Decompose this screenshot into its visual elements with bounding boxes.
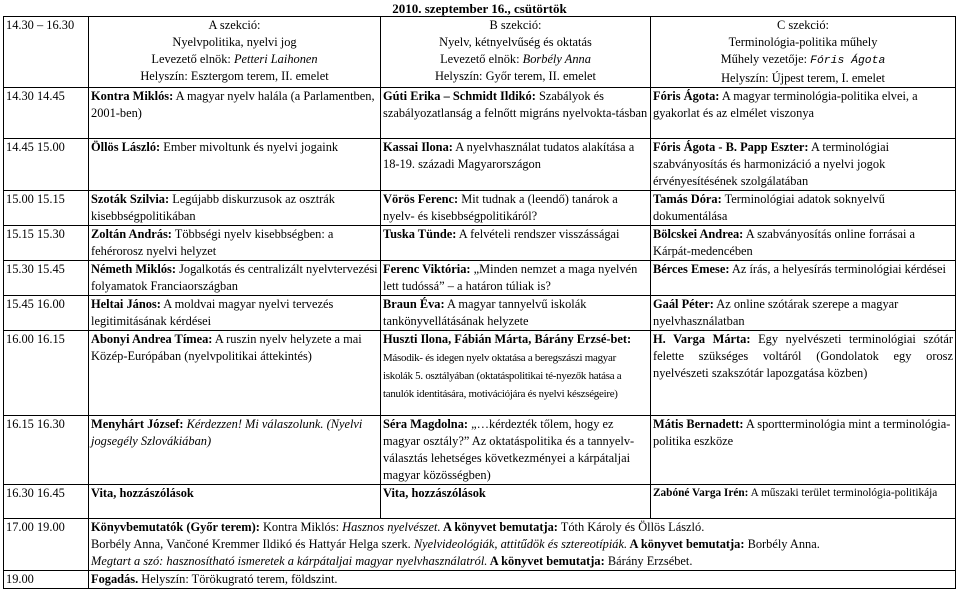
talk-title: A magyar nyelv halála (a Parlamentben, 2001-ben): [91, 89, 375, 120]
speaker-name: Mátis Bernadett:: [653, 417, 744, 431]
talk-title: „…kérdezték tőlem, hogy ez magyar osztály?” Az oktatáspolitika és a tannyelv-választás lehetséges következményei a kárpátaljai magyar közösségben): [383, 417, 635, 482]
talk-title: A magyar terminológia-politika elvei, a gyakorlat és az elmélet viszonya: [653, 89, 918, 120]
talk-b: [381, 296, 651, 331]
talk-time: 15.00 15.15: [4, 191, 89, 226]
discussion-label: Vita, hozzászólások: [91, 486, 194, 500]
talk-title: Terminológiai adatok soknyelvű dokumentálása: [653, 192, 885, 223]
talk-c: [651, 139, 956, 191]
book-author: Borbély Anna, Vančoné Kremmer Ildikó és Hattyár Helga szerk.: [91, 537, 414, 551]
talk-row: [4, 416, 956, 485]
book-title: Nyelvideológiák, attitűdök és sztereotípiák.: [413, 537, 628, 551]
talk-title: A műszaki terület terminológia-politikája: [748, 487, 938, 499]
talk-row: [4, 191, 956, 226]
header-time: 14.30 – 16.30: [4, 17, 89, 88]
speaker-name: Zabóné Varga Irén:: [653, 487, 749, 499]
talk-b: [381, 88, 651, 139]
reception-time: 19.00: [4, 571, 89, 589]
talk-row: [4, 261, 956, 296]
speaker-name: Fóris Ágota - B. Papp Eszter:: [653, 140, 809, 154]
speaker-name: Séra Magdolna:: [383, 417, 469, 431]
reception-row: [4, 571, 956, 589]
talk-title: Legújabb diskurzusok az osztrák kisebbségpolitikában: [91, 192, 335, 223]
speaker-name: Tamás Dóra:: [653, 192, 722, 206]
talk-a: [89, 226, 381, 261]
speaker-name: Ferenc Viktória:: [383, 262, 471, 276]
speaker-name: Abonyi Andrea Tímea:: [91, 332, 213, 346]
reception-details: [89, 571, 956, 589]
speaker-name: Bölcskei Andrea:: [653, 227, 744, 241]
presenter-label: A könyvet bemutatja:: [627, 537, 745, 551]
discussion-label: Vita, hozzászólások: [383, 486, 486, 500]
discussion-c: [651, 485, 956, 519]
talk-b: [381, 331, 651, 416]
section-b-leader-line: [383, 51, 648, 68]
presenter-label: A könyvet bemutatja:: [440, 520, 558, 534]
speaker-name: Braun Éva:: [383, 297, 445, 311]
talk-c: [651, 261, 956, 296]
talk-b: [381, 191, 651, 226]
talk-row: [4, 331, 956, 416]
talk-title: A magyar tannyelvű iskolák tankönyvellátásának helyzete: [383, 297, 587, 328]
presenters: Tóth Károly és Öllös László.: [557, 520, 705, 534]
talk-time: 14.30 14.45: [4, 88, 89, 139]
talk-title: A ruszin nyelv helyzete a mai Közép-Európában (nyelvpolitikai áttekintés): [91, 332, 362, 363]
book-line-2: [91, 536, 953, 553]
speaker-name: Heltai János:: [91, 297, 161, 311]
talk-title: A moldvai magyar nyelvi tervezés legitimitásának kérdései: [91, 297, 334, 328]
section-a-leader-label: Levezető elnök:: [151, 52, 234, 66]
talk-b: [381, 139, 651, 191]
speaker-name: Gúti Erika – Schmidt Ildikó:: [383, 89, 536, 103]
talk-b: [381, 416, 651, 485]
book-title: Megtart a szó: hasznosítható ismeretek a kárpátaljai magyar nyelvhasználatról.: [91, 554, 488, 568]
speaker-name: Vörös Ferenc:: [383, 192, 459, 206]
section-b-place: Helyszín: Győr terem, II. emelet: [434, 69, 597, 83]
section-a-leader-line: [91, 51, 378, 68]
speaker-name: Fóris Ágota:: [653, 89, 720, 103]
talk-a: [89, 331, 381, 416]
talk-c: [651, 88, 956, 139]
speaker-name: Németh Miklós:: [91, 262, 176, 276]
talk-time: 14.45 15.00: [4, 139, 89, 191]
talk-time: 15.30 15.45: [4, 261, 89, 296]
talk-b: [381, 226, 651, 261]
talk-b: [381, 261, 651, 296]
talk-title: Az írás, a helyesírás terminológiai kérdései: [729, 262, 946, 276]
talk-c: [651, 416, 956, 485]
talk-time: 15.45 16.00: [4, 296, 89, 331]
section-a-header: [89, 17, 381, 88]
speaker-name: Tuska Tünde:: [383, 227, 457, 241]
section-b-header: [381, 17, 651, 88]
speaker-name: Kontra Miklós:: [91, 89, 174, 103]
talk-title: A terminológiai szabványosítás és harmonizáció a nyelvi jogok érvényesítésének szolgálatában: [653, 140, 890, 188]
talk-a: [89, 88, 381, 139]
section-c-leader-label: Műhely vezetője:: [720, 52, 811, 66]
section-b-name: Nyelv, kétnyelvűség és oktatás: [439, 35, 592, 49]
talk-a: [89, 191, 381, 226]
talk-title: A sportterminológia mint a terminológia-politika eszköze: [653, 417, 951, 448]
section-c-place: Helyszín: Újpest terem, I. emelet: [721, 71, 885, 85]
talk-c: [651, 296, 956, 331]
talk-row: [4, 88, 956, 139]
section-c-name: Terminológia-politika műhely: [728, 35, 878, 49]
reception-place: Helyszín: Törökugrató terem, földszint.: [138, 572, 338, 586]
discussion-a: [89, 485, 381, 519]
talk-title: Jogalkotás és centralizált nyelvtervezési folyamatok Franciaországban: [91, 262, 378, 293]
presenters: Borbély Anna.: [744, 537, 820, 551]
section-c-title: C szekció:: [777, 18, 829, 32]
speaker-name: Bérces Emese:: [653, 262, 730, 276]
section-c-header: [651, 17, 956, 88]
book-line-3: [91, 553, 953, 570]
talk-title: A szabványosítás online forrásai a Kárpát-medencében: [653, 227, 916, 258]
talk-title: Második- és idegen nyelv oktatása a beregszászi magyar iskolák 5. osztályában (oktatáspolitikai té-nyezők hatása a tanulók identitására, motivációjára és nyelvi készségeire): [383, 352, 622, 400]
talk-title: Egy nyelvészeti terminológiai szótár felette szükséges voltáról (Gondolatok egy orosz nyelvészeti szakszótár lapozgatása közben): [653, 332, 953, 380]
speaker-name: Szoták Szilvia:: [91, 192, 170, 206]
book-launch-details: [89, 519, 956, 571]
talk-c: [651, 226, 956, 261]
section-a-title: A szekció:: [208, 18, 261, 32]
section-b-title: B szekció:: [489, 18, 542, 32]
discussion-row: [4, 485, 956, 519]
talk-time: 16.15 16.30: [4, 416, 89, 485]
talk-title: Szabályok és szabályozatlanság a felnőtt migráns nyelvokta-tásban: [383, 89, 648, 120]
book-launch-title: Könyvbemutatók (Győr terem):: [91, 520, 260, 534]
book-line-1: [91, 519, 953, 536]
section-a-leader: Petteri Laihonen: [233, 52, 318, 66]
section-a-place: Helyszín: Esztergom terem, II. emelet: [140, 69, 329, 83]
book-author: Kontra Miklós:: [259, 520, 343, 534]
speaker-name: Zoltán András:: [91, 227, 172, 241]
talk-a: [89, 139, 381, 191]
talk-title: A nyelvhasználat tudatos alakítása a 18-19. századi Magyarországon: [383, 140, 635, 171]
speaker-name: Gaál Péter:: [653, 297, 714, 311]
talk-title: Mit tudnak a (leendő) tanárok a nyelv- és kisebbségpolitikáról?: [383, 192, 618, 223]
talk-a: [89, 416, 381, 485]
speaker-name: Öllös László:: [91, 140, 161, 154]
book-title: Hasznos nyelvészet.: [342, 520, 441, 534]
reception-label: Fogadás.: [91, 572, 139, 586]
talk-c: [651, 191, 956, 226]
talk-title: „Minden nemzet a maga nyelvén lett tudóssá” – a határon túliak is?: [383, 262, 638, 293]
talk-title: Ember mivoltunk és nyelvi jogaink: [160, 140, 339, 154]
section-c-leader-line: [653, 51, 953, 70]
talk-time: 15.15 15.30: [4, 226, 89, 261]
book-launch-row: [4, 519, 956, 571]
talk-c: [651, 331, 956, 416]
talk-a: [89, 296, 381, 331]
header-row: [4, 17, 956, 88]
talk-title: Kérdezzen! Mi válaszolunk. (Nyelvi jogsegély Szlovákiában): [91, 417, 363, 448]
section-b-leader: Borbély Anna: [522, 52, 591, 66]
program-date: 2010. szeptember 16., csütörtök: [0, 0, 959, 17]
speaker-name: H. Varga Márta:: [653, 332, 751, 346]
presenters: Bárány Erzsébet.: [604, 554, 693, 568]
discussion-time: 16.30 16.45: [4, 485, 89, 519]
talk-title: Többségi nyelv kisebbségben: a fehérorosz nyelvi helyzet: [91, 227, 334, 258]
program-table: [3, 16, 956, 589]
talk-time: 16.00 16.15: [4, 331, 89, 416]
presenter-label: A könyvet bemutatja:: [487, 554, 605, 568]
section-c-leader: Fóris Ágota: [810, 55, 886, 67]
section-b-leader-label: Levezető elnök:: [440, 52, 523, 66]
speaker-name: Menyhárt József:: [91, 417, 184, 431]
talk-title: A felvételi rendszer visszásságai: [456, 227, 620, 241]
talk-title: Az online szótárak szerepe a magyar nyelvhasználatban: [653, 297, 899, 328]
discussion-b: [381, 485, 651, 519]
speaker-name: Huszti Ilona, Fábián Márta, Bárány Erzsé-bet:: [383, 332, 632, 346]
section-a-name: Nyelvpolitika, nyelvi jog: [172, 35, 297, 49]
talk-a: [89, 261, 381, 296]
book-launch-time: 17.00 19.00: [4, 519, 89, 571]
talk-row: [4, 139, 956, 191]
talk-row: [4, 296, 956, 331]
speaker-name: Kassai Ilona:: [383, 140, 453, 154]
talk-row: [4, 226, 956, 261]
